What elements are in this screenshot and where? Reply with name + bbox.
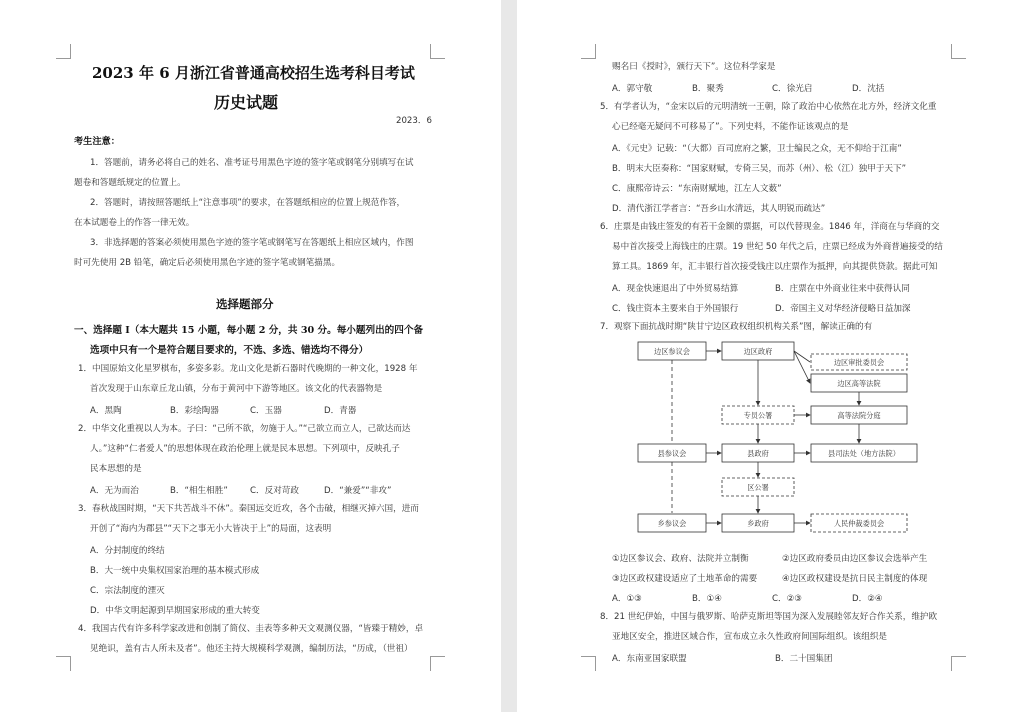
svg-text:边区参议会: 边区参议会 (654, 347, 690, 356)
box-county-council (638, 444, 706, 462)
question-3-option-d: D．中华文明起源到早期国家形成的重大转变 (90, 606, 260, 616)
question-2-option-b: B．“相生相胜” (170, 486, 228, 496)
svg-text:人民仲裁委员会: 人民仲裁委员会 (833, 519, 885, 528)
box-county-judicial-office (811, 444, 917, 462)
svg-text:区公署: 区公署 (747, 483, 769, 492)
exam-date: 2023．6 (396, 116, 432, 126)
crop-mark (951, 44, 966, 59)
question-4-option-a: A．郭守敬 (612, 84, 653, 94)
question-6-line: 算工具。1869 年，汇丰银行首次接受钱庄以庄票作为抵押，向其提供贷款。据此可知 (612, 262, 938, 272)
question-6-option-d: D．帝国主义对华经济侵略日益加深 (775, 304, 911, 314)
question-6-option-a: A．现金快速退出了中外贸易结算 (612, 284, 739, 294)
box-county-government (722, 444, 794, 462)
note-line: 时可先使用 2B 铅笔，确定后必须使用黑色字迹的签字笔或钢笔描黑。 (74, 258, 341, 268)
svg-text:乡参议会: 乡参议会 (657, 519, 687, 528)
crop-mark (56, 656, 71, 671)
question-7-item-2: ②边区政府委员由边区参议会选举产生 (782, 554, 928, 564)
note-line: 1．答题前，请务必将自己的姓名、准考证号用黑色字迹的签字笔或钢笔分别填写在试 (90, 158, 414, 168)
note-line: 3．非选择题的答案必须使用黑色字迹的签字笔或钢笔写在答题纸上相应区域内，作图 (90, 238, 414, 248)
note-line: 题卷和答题纸规定的位置上。 (74, 178, 186, 188)
note-line: 在本试题卷上的作答一律无效。 (74, 218, 195, 228)
block-heading: 选项中只有一个是符合题目要求的，不选、多选、错选均不得分） (90, 345, 369, 356)
question-7-item-1: ①边区参议会、政府、法院并立制衡 (612, 554, 749, 564)
question-5-option-c: C．康熙帝诗云：“东南财赋地，江左人文薮” (612, 184, 782, 194)
svg-text:县司法处（地方法院）: 县司法处（地方法院） (828, 449, 900, 458)
svg-text:专员公署: 专员公署 (743, 411, 773, 420)
question-1-option-d: D．青器 (324, 406, 357, 416)
svg-text:边区高等法院: 边区高等法院 (837, 379, 881, 388)
question-4-line: 4．我国古代有许多科学家改进和创制了简仪、圭表等多种天文观测仪器，“皆臻于精妙，卓 (78, 624, 424, 634)
svg-text:县参议会: 县参议会 (657, 449, 687, 458)
question-1-line: 1．中国原始文化星罗棋布，多姿多彩。龙山文化是新石器时代晚期的一种文化，1928 年 (78, 364, 418, 374)
question-1-line: 首次发现于山东章丘龙山镇，分布于黄河中下游等地区。该文化的代表器物是 (90, 384, 383, 394)
question-7-option-d: D．②④ (852, 594, 883, 604)
question-3-line: 开创了“海内为郡县”“天下之事无小大皆决于上”的局面，这表明 (90, 524, 332, 534)
svg-text:乡政府: 乡政府 (747, 519, 769, 528)
box-township-government (722, 514, 794, 532)
question-8-line: 8．21 世纪伊始，中国与俄罗斯、哈萨克斯坦等国为深入发展睦邻友好合作关系，维护欧 (600, 612, 938, 622)
question-4-line: 赐名曰《授时》，颁行天下”。这位科学家是 (612, 62, 776, 72)
box-township-council (638, 514, 706, 532)
question-8-option-a: A．东南亚国家联盟 (612, 654, 687, 664)
question-6-line: 易中首次接受上海钱庄的庄票。19 世纪 50 年代之后，庄票已经成为外商普遍接受的结 (612, 242, 943, 252)
page-gutter (501, 0, 517, 712)
question-7-line: 7．观察下面抗战时期“陕甘宁边区政权组织机构关系”图，解读正确的有 (600, 322, 873, 332)
box-border-region-council (638, 342, 706, 360)
question-2-line: 2．中华文化重视以人为本。子曰：“己所不欲，勿施于人。”“己欲立而立人，己欲达而达 (78, 424, 411, 434)
crop-mark (951, 656, 966, 671)
question-8-option-b: B．二十国集团 (775, 654, 833, 664)
section-title: 选择题部分 (216, 297, 274, 311)
crop-mark (430, 44, 445, 59)
question-4-option-d: D．沈括 (852, 84, 885, 94)
question-6-option-b: B．庄票在中外商业往来中获得认同 (775, 284, 910, 294)
question-4-option-c: C．徐光启 (772, 84, 813, 94)
box-commissioner-office (722, 406, 794, 424)
question-3-option-b: B．大一统中央集权国家治理的基本模式形成 (90, 566, 260, 576)
svg-text:边区审批委员会: 边区审批委员会 (833, 358, 885, 367)
question-8-line: 亚地区安全，推进区域合作，宣布成立永久性政府间国际组织。该组织是 (612, 632, 888, 642)
note-line: 2．答题时，请按照答题纸上“注意事项”的要求，在答题纸相应的位置上规范作答， (90, 198, 406, 208)
org-structure-diagram (517, 336, 1024, 546)
question-2-option-d: D．“兼爱”“非攻” (324, 486, 392, 496)
box-border-region-government (722, 342, 794, 360)
question-4-option-b: B．聚秀 (692, 84, 724, 94)
crop-mark (430, 656, 445, 671)
box-high-court-branch (811, 406, 907, 424)
question-7-option-b: B．①④ (692, 594, 722, 604)
notes-heading: 考生注意： (74, 136, 120, 147)
question-3-line: 3．春秋战国时期，“天下共苦战斗不休”。秦国远交近攻，各个击破，相继灭掉六国，进而 (78, 504, 419, 514)
question-1-option-b: B．彩绘陶器 (170, 406, 219, 416)
question-6-option-c: C．钱庄资本主要来自于外国银行 (612, 304, 739, 314)
box-district-office (722, 478, 794, 496)
question-5-option-a: A．《元史》记载：“（大都）百司庶府之繁，卫士编民之众，无不仰给于江南” (612, 144, 902, 154)
box-arbitration-committee (811, 514, 907, 532)
question-4-line: 见绝识，盖有古人所未及者”。他还主持大规模科学观测，编制历法，“历成，（世祖） (90, 644, 413, 654)
svg-text:高等法院分庭: 高等法院分庭 (837, 411, 881, 420)
exam-subject: 历史试题 (214, 93, 279, 112)
question-7-item-3: ③边区政权建设适应了土地革命的需要 (612, 574, 758, 584)
question-5-option-b: B．明末大臣奏称：“国家财赋，专倚三吴，而苏（州）、松（江）独甲于天下” (612, 164, 907, 174)
question-3-option-a: A．分封制度的终结 (90, 546, 165, 556)
question-5-option-d: D．清代浙江学者言：“吾乡山水清远，其人明锐而疏达” (612, 204, 826, 214)
question-1-option-a: A．黑陶 (90, 406, 122, 416)
question-2-line: 民本思想的是 (90, 464, 142, 474)
block-heading: 一、选择题 I（本大题共 15 小题，每小题 2 分，共 30 分。每小题列出的四个备 (74, 325, 424, 336)
question-5-line: 5．有学者认为，“金宋以后的元明清统一王朝，除了政治中心依然在北方外，经济文化重 (600, 102, 937, 112)
question-1-option-c: C．玉器 (250, 406, 282, 416)
crop-mark (56, 44, 71, 59)
question-3-option-c: C．宗法制度的湮灭 (90, 586, 165, 596)
box-border-region-high-court (811, 374, 907, 392)
exam-title: 2023 年 6 月浙江省普通高校招生选考科目考试 (92, 64, 415, 82)
question-7-option-c: C．②③ (772, 594, 803, 604)
question-5-line: 心已经毫无疑问不可移易了”。下列史料，不能作证该观点的是 (612, 122, 849, 132)
question-2-line: 人。”这种“仁者爱人”的思想体现在政治伦理上就是民本思想。下列项中，反映孔子 (90, 444, 400, 454)
question-2-option-c: C．反对苛政 (250, 486, 299, 496)
box-border-region-review-committee (811, 354, 907, 370)
exam-page-right (517, 0, 1024, 712)
crop-mark (581, 44, 596, 59)
exam-page-left (0, 0, 501, 712)
svg-text:县政府: 县政府 (747, 449, 769, 458)
question-6-line: 6．庄票是由钱庄签发的有若干金额的票据，可以代替现金。1846 年，洋商在与华商的交 (600, 222, 940, 232)
crop-mark (581, 656, 596, 671)
question-2-option-a: A．无为而治 (90, 486, 139, 496)
question-7-option-a: A．①③ (612, 594, 642, 604)
question-7-item-4: ④边区政权建设是抗日民主制度的体现 (782, 574, 928, 584)
svg-text:边区政府: 边区政府 (743, 347, 773, 356)
